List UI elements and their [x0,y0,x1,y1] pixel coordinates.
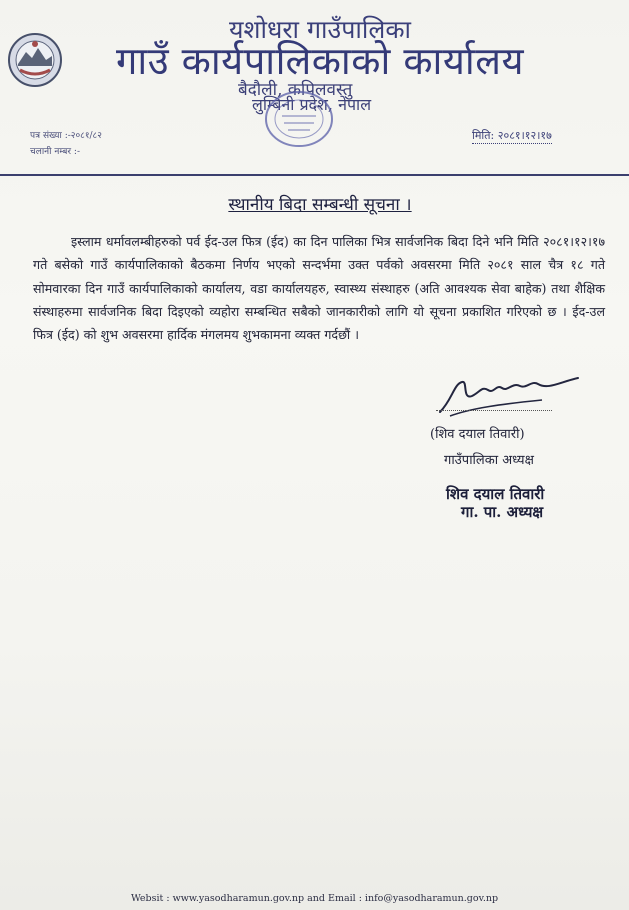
address-line-2: लुम्बिनी प्रदेश, नेपाल [252,95,372,114]
footer-contact: Websit : www.yasodharamun.gov.np and Email : info@yasodharamun.gov.np [130,893,499,904]
office-name: गाउँ कार्यपालिकाको कार्यालय [116,39,525,83]
dispatch-number: चलानी नम्बर :- [30,147,81,157]
reference-number: पत्र संख्या :-२०८१/८२ [30,131,102,141]
notice-body: इस्लाम धर्मावलम्बीहरुको पर्व ईद-उल फित्र (ईद) का दिन पालिका भित्र सार्वजनिक बिदा दिने भनि मिति २०८१।१२।१७ गते बसेको गाउँ कार्यपालिकाको बैठकमा निर्णय भएको सन्दर्भमा उक्त पर्वको अवसरमा मिति २०८१ साल चैत्र १८ गते सोमवारका दिन गाउँ कार्यपालिकाको कार्यालय, वडा कार्यालयहरु, स्वास्थ्य संस्थाहरु (अति आवश्यक सेवा बाहेक) तथा शैक्षिक संस्थाहरुमा सार्वजनिक बिदा दिइएको व्यहोरा सम्बन्धित सबैको जानकारीको लागि यो सूचना प्रकाशित गरिएको छ । ईद-उल फित्र (ईद) को शुभ अवसरमा हार्दिक मंगलमय शुभकामना व्यक्त गर्दछौं । [33,234,606,343]
signatory-designation: गाउँपालिका अध्यक्ष [444,453,534,468]
signature-line [436,410,552,411]
seal-name: शिव दयाल तिवारी [446,485,545,503]
letter-date: मिति: २०८१।१२।१७ [472,129,552,142]
address-line-1: बैदौली, कपिलवस्तु [238,80,353,100]
nepal-emblem-icon [6,30,64,90]
signatory-name: (शिव दयाल तिवारी) [430,427,525,442]
notice-title: स्थानीय बिदा सम्बन्धी सूचना । [228,195,412,215]
seal-designation: गा. पा. अध्यक्ष [461,503,544,521]
municipality-name: यशोधरा गाउँपालिका [228,15,412,44]
office-stamp-icon [262,88,336,150]
header-divider [0,174,629,176]
handwritten-signature-icon [432,370,582,420]
